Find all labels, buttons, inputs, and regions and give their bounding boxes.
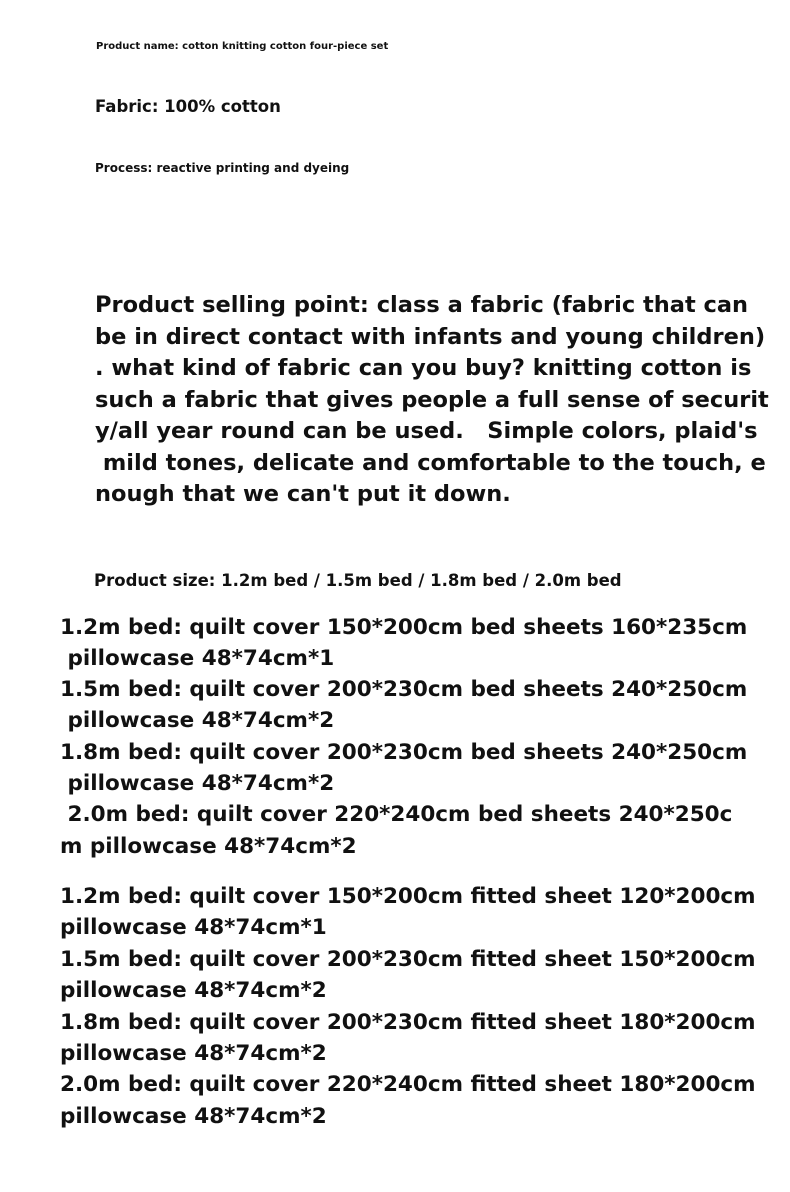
spec-line: 1.5m bed: quilt cover 200*230cm fitted sheet 150*200cm: [60, 947, 756, 972]
spec-line: 1.8m bed: quilt cover 200*230cm bed sheets 240*250cm: [60, 740, 748, 765]
selling-point-line: nough that we can't put it down.: [95, 481, 511, 507]
spec-line: 2.0m bed: quilt cover 220*240cm fitted sheet 180*200cm: [60, 1072, 756, 1097]
selling-point-line: mild tones, delicate and comfortable to the touch, e: [95, 450, 766, 476]
product-size-text: Product size: 1.2m bed / 1.5m bed / 1.8m bed / 2.0m bed: [94, 571, 622, 590]
spec-line: pillowcase 48*74cm*1: [60, 646, 335, 671]
selling-point-line: such a fabric that gives people a full sense of securit: [95, 387, 769, 413]
selling-point-line: Product selling point: class a fabric (fabric that can: [95, 292, 749, 318]
fabric-text: Fabric: 100% cotton: [95, 97, 281, 116]
selling-point-line: be in direct contact with infants and young children): [95, 324, 766, 350]
spec-line: 1.2m bed: quilt cover 150*200cm fitted sheet 120*200cm: [60, 884, 756, 909]
selling-point-line: y/all year round can be used. Simple colors, plaid's: [95, 418, 758, 444]
product-name-text: Product name: cotton knitting cotton four-piece set: [96, 41, 389, 52]
process-text: Process: reactive printing and dyeing: [95, 161, 350, 175]
spec-line: pillowcase 48*74cm*2: [60, 1041, 327, 1066]
spec-line: pillowcase 48*74cm*2: [60, 708, 335, 733]
spec-line: 2.0m bed: quilt cover 220*240cm bed sheets 240*250c: [60, 802, 733, 827]
spec-line: 1.2m bed: quilt cover 150*200cm bed sheets 160*235cm: [60, 615, 748, 640]
spec-line: pillowcase 48*74cm*2: [60, 1104, 327, 1129]
spec-line: 1.5m bed: quilt cover 200*230cm bed sheets 240*250cm: [60, 677, 748, 702]
spec-line: pillowcase 48*74cm*1: [60, 915, 327, 940]
spec-line: m pillowcase 48*74cm*2: [60, 834, 357, 859]
spec-line: 1.8m bed: quilt cover 200*230cm fitted sheet 180*200cm: [60, 1010, 756, 1035]
spec-line: pillowcase 48*74cm*2: [60, 771, 335, 796]
selling-point-line: . what kind of fabric can you buy? knitting cotton is: [95, 355, 752, 381]
spec-line: pillowcase 48*74cm*2: [60, 978, 327, 1003]
